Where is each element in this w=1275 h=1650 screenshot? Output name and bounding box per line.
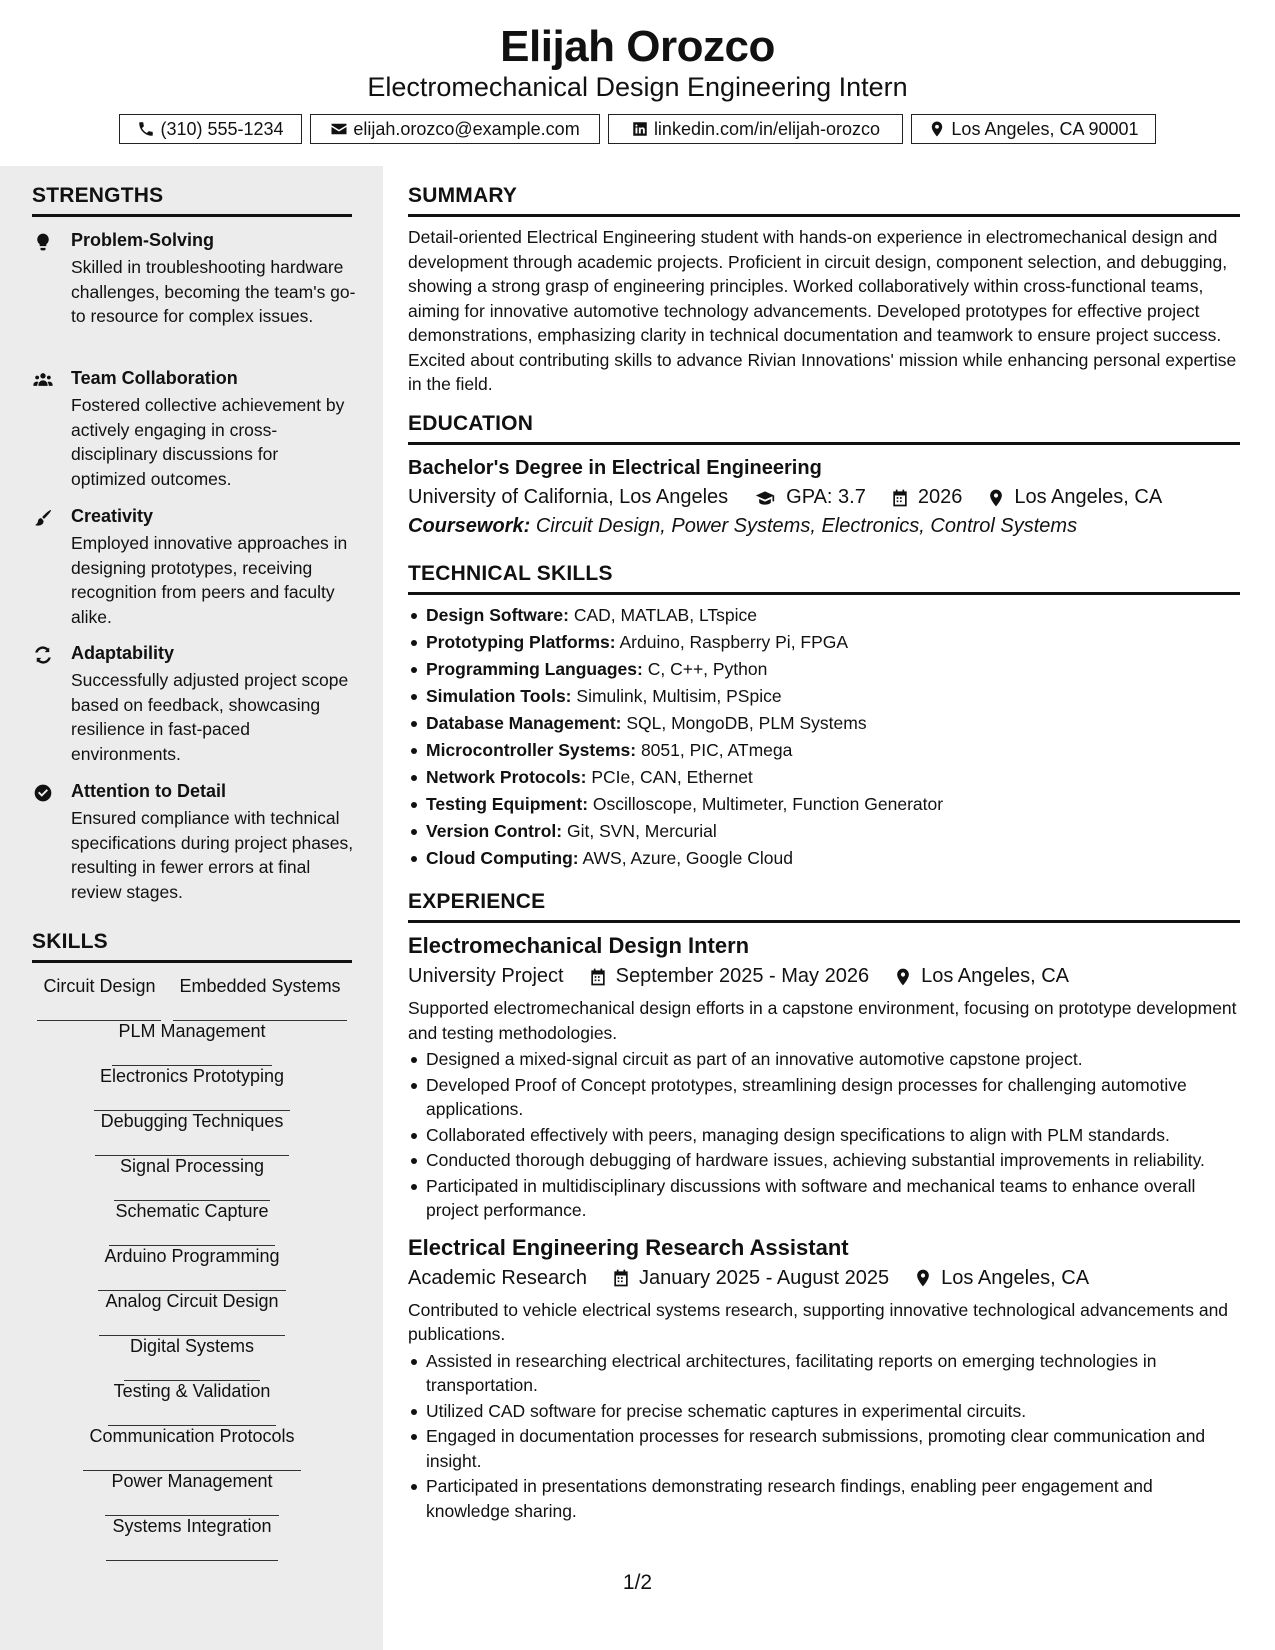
contact-linkedin-text: linkedin.com/in/elijah-orozco <box>653 118 881 139</box>
skill-row <box>105 1471 278 1516</box>
tech-skill-value: Arduino, Raspberry Pi, FPGA <box>619 632 849 652</box>
job-bullets <box>408 1047 1240 1223</box>
job-bullet: Designed a mixed-signal circuit as part of an innovative automotive capstone project. <box>408 1047 1240 1072</box>
tech-skill-item <box>408 711 1240 738</box>
contact-email-text: elijah.orozco@example.com <box>353 118 580 139</box>
degree-title: Bachelor's Degree in Electrical Engineering <box>408 457 822 479</box>
skill-row <box>108 1381 277 1426</box>
education-heading: EDUCATION <box>408 412 1240 445</box>
skill-chip: Power Management <box>105 1471 278 1516</box>
lightbulb-icon <box>32 232 54 252</box>
tech-skill-item <box>408 603 1240 630</box>
tech-skill-label: Network Protocols: <box>426 767 587 787</box>
strength-desc: Skilled in troubleshooting hardware challenges, becoming the team's go-to resource for complex issues. <box>71 257 356 326</box>
job-bullet: Engaged in documentation processes for research submissions, promoting clear communication and insight. <box>408 1424 1240 1473</box>
skill-row <box>124 1336 260 1381</box>
technical-skills-section <box>408 562 1240 873</box>
map-marker-icon <box>928 120 946 138</box>
skill-row <box>109 1201 274 1246</box>
skill-row <box>98 1246 285 1291</box>
skill-row <box>114 1156 270 1201</box>
job-entry <box>408 933 1240 1223</box>
skill-row <box>99 1291 284 1336</box>
coursework <box>408 515 1240 538</box>
skill-row <box>94 1066 290 1111</box>
skill-row <box>83 1426 300 1471</box>
skill-chip: Arduino Programming <box>98 1246 285 1291</box>
skill-chip: Signal Processing <box>114 1156 270 1201</box>
job-bullets <box>408 1349 1240 1524</box>
education-location: Los Angeles, CA <box>1014 486 1163 508</box>
job-title: Electrical Engineering Research Assistant <box>408 1234 849 1260</box>
skills-list <box>32 976 352 1561</box>
strength-desc: Fostered collective achievement by actively engaging in cross-disciplinary discussions for optimized outcomes. <box>71 395 345 489</box>
job-location: Los Angeles, CA <box>941 1266 1090 1289</box>
sync-icon <box>32 645 54 665</box>
gpa: GPA: 3.7 <box>786 486 866 508</box>
skill-chip: Debugging Techniques <box>95 1111 290 1156</box>
skill-row <box>112 1021 271 1066</box>
skill-chip: Communication Protocols <box>83 1426 300 1471</box>
skill-row <box>106 1516 277 1561</box>
job-org: Academic Research <box>408 1266 587 1289</box>
graduation-cap-icon <box>752 488 778 508</box>
paintbrush-icon <box>32 508 54 528</box>
tech-skill-value: CAD, MATLAB, LTspice <box>573 605 757 625</box>
map-marker-icon <box>913 1268 933 1288</box>
skills-heading: SKILLS <box>32 930 352 963</box>
technical-skills-heading: TECHNICAL SKILLS <box>408 562 1240 595</box>
coursework-list: Circuit Design, Power Systems, Electronics, Control Systems <box>535 515 1078 537</box>
tech-skill-value: C, C++, Python <box>647 659 768 679</box>
job-intro: Supported electromechanical design efforts in a capstone environment, focusing on prototype development and testing methodologies. <box>408 998 1237 1043</box>
contact-location-text: Los Angeles, CA 90001 <box>951 118 1139 139</box>
job-dates: January 2025 - August 2025 <box>638 1266 890 1289</box>
strength-desc: Employed innovative approaches in designing prototypes, receiving recognition from peers and faculty alike. <box>71 533 348 627</box>
job-location: Los Angeles, CA <box>921 965 1069 987</box>
skill-row <box>37 976 346 1021</box>
education-meta <box>408 486 1240 509</box>
job-bullet: Participated in multidisciplinary discussions with software and mechanical teams to enhance overall project performance. <box>408 1174 1240 1223</box>
tech-skill-label: Version Control: <box>426 821 563 841</box>
job-entry <box>408 1235 1240 1524</box>
job-meta <box>408 1267 1240 1290</box>
graduation-year: 2026 <box>917 486 963 508</box>
strengths-heading: STRENGTHS <box>32 184 352 217</box>
job-org: University Project <box>408 965 564 987</box>
strength-title: Creativity <box>71 506 154 526</box>
summary-heading: SUMMARY <box>408 184 1240 217</box>
users-icon <box>32 370 54 390</box>
skill-chip: PLM Management <box>112 1021 271 1066</box>
tech-skill-value: 8051, PIC, ATmega <box>640 740 793 760</box>
contact-location <box>911 114 1156 144</box>
tech-skill-item <box>408 792 1240 819</box>
page-number: 1/2 <box>622 1571 653 1594</box>
tech-skill-value: Oscilloscope, Multimeter, Function Generator <box>592 794 944 814</box>
tech-skill-value: Git, SVN, Mercurial <box>567 821 717 841</box>
contact-row <box>0 114 1275 144</box>
tech-skill-item <box>408 630 1240 657</box>
tech-skill-label: Cloud Computing: <box>426 848 579 868</box>
phone-icon <box>137 120 155 138</box>
experience-section <box>408 890 1240 1523</box>
strength-title: Attention to Detail <box>71 781 226 801</box>
skill-chip: Analog Circuit Design <box>99 1291 284 1336</box>
tech-skill-value: Simulink, Multisim, PSpice <box>576 686 782 706</box>
tech-skill-item <box>408 819 1240 846</box>
strength-title: Problem-Solving <box>71 230 215 250</box>
tech-skill-item <box>408 765 1240 792</box>
calendar-icon <box>890 488 910 508</box>
job-intro: Contributed to vehicle electrical systems research, supporting innovative technological advancements and publications. <box>408 1299 1229 1344</box>
skill-chip: Electronics Prototyping <box>94 1066 290 1111</box>
tech-skill-label: Testing Equipment: <box>426 794 589 814</box>
education-section <box>408 412 1240 538</box>
tech-skill-label: Programming Languages: <box>426 659 643 679</box>
strength-title: Team Collaboration <box>71 368 238 388</box>
strength-desc: Successfully adjusted project scope based on feedback, showcasing resilience in fast-paced environments. <box>71 670 349 764</box>
tech-skill-label: Prototyping Platforms: <box>426 632 616 652</box>
candidate-title: Electromechanical Design Engineering Intern <box>367 72 908 102</box>
skill-chip: Schematic Capture <box>109 1201 274 1246</box>
tech-skill-label: Database Management: <box>426 713 622 733</box>
technical-skills-list <box>408 603 1240 873</box>
job-title: Electromechanical Design Intern <box>408 933 750 958</box>
contact-email[interactable] <box>310 114 600 144</box>
job-dates: September 2025 - May 2026 <box>615 965 870 987</box>
resume-header <box>0 0 1275 166</box>
check-circle-icon <box>32 783 54 803</box>
tech-skill-value: SQL, MongoDB, PLM Systems <box>626 713 867 733</box>
linkedin-icon <box>631 120 649 138</box>
tech-skill-value: PCIe, CAN, Ethernet <box>591 767 753 787</box>
tech-skill-item <box>408 657 1240 684</box>
job-bullet: Utilized CAD software for precise schematic captures in experimental circuits. <box>408 1399 1240 1424</box>
skill-chip: Digital Systems <box>124 1336 260 1381</box>
tech-skill-label: Design Software: <box>426 605 569 625</box>
job-bullet: Participated in presentations demonstrating research findings, enabling peer engagement and knowledge sharing. <box>408 1474 1240 1523</box>
skill-row <box>95 1111 290 1156</box>
candidate-name: Elijah Orozco <box>500 22 775 71</box>
summary-text: Detail-oriented Electrical Engineering student with hands-on experience in electromechanical design and development through academic projects. Proficient in circuit design, component selection, and debugging, showing a strong grasp of engineering principles. Worked collaboratively within cross-functional teams, aiming for innovative automotive technology advancements. Developed prototypes for effective project demonstrations, emphasizing clarity in technical documentation and teamwork to ensure project success. Excited about contributing skills to advance Rivian Innovations' mission while enhancing personal expertise in the field. <box>408 227 1237 394</box>
contact-linkedin[interactable] <box>608 114 903 144</box>
skill-chip: Circuit Design <box>37 976 161 1021</box>
skill-chip: Systems Integration <box>106 1516 277 1561</box>
envelope-icon <box>330 120 348 138</box>
job-meta <box>408 965 1240 988</box>
contact-phone[interactable] <box>119 114 302 144</box>
experience-heading: EXPERIENCE <box>408 890 1240 923</box>
skill-chip: Embedded Systems <box>173 976 346 1021</box>
tech-skill-value: AWS, Azure, Google Cloud <box>582 848 793 868</box>
job-bullet: Collaborated effectively with peers, managing design specifications to align with PLM standards. <box>408 1123 1240 1148</box>
coursework-label: Coursework: <box>408 515 531 537</box>
tech-skill-label: Simulation Tools: <box>426 686 572 706</box>
tech-skill-item <box>408 684 1240 711</box>
map-marker-icon <box>893 967 913 987</box>
tech-skill-item <box>408 846 1240 873</box>
map-marker-icon <box>986 488 1006 508</box>
job-bullet: Assisted in researching electrical architectures, facilitating reports on emerging technologies in transportation. <box>408 1349 1240 1398</box>
strength-title: Adaptability <box>71 643 175 663</box>
calendar-icon <box>611 1268 631 1288</box>
tech-skill-label: Microcontroller Systems: <box>426 740 637 760</box>
summary-section <box>408 184 1240 397</box>
job-bullet: Conducted thorough debugging of hardware issues, achieving substantial improvements in reliability. <box>408 1148 1240 1173</box>
calendar-icon <box>588 967 608 987</box>
tech-skill-item <box>408 738 1240 765</box>
job-bullet: Developed Proof of Concept prototypes, streamlining design processes for challenging automotive applications. <box>408 1073 1240 1122</box>
school-name: University of California, Los Angeles <box>408 486 729 508</box>
contact-phone-text: (310) 555-1234 <box>160 118 284 139</box>
strength-desc: Ensured compliance with technical specifications during project phases, resulting in fewer errors at final review stages. <box>71 808 354 902</box>
skill-chip: Testing & Validation <box>108 1381 277 1426</box>
